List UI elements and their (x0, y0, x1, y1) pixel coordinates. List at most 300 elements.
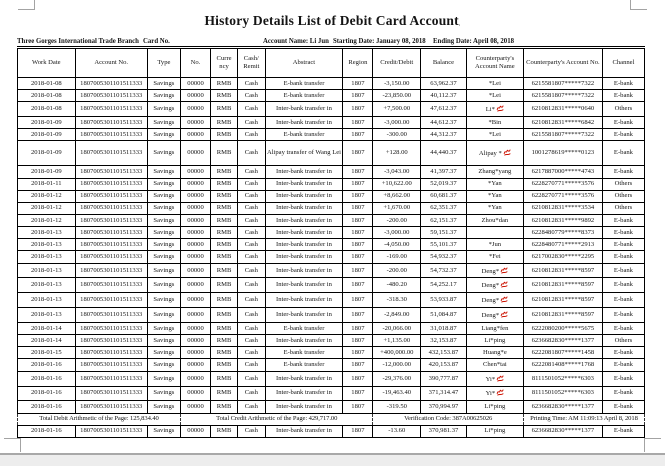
table-row (18, 371, 645, 386)
cell-channel: E-bank (602, 117, 644, 129)
ending-date: Ending Date: April 08, 2018 (433, 38, 515, 45)
page-bottom-edge (0, 453, 665, 466)
cell-work-date: 2018-01-08 (18, 90, 76, 102)
cell-cp-account-no: 6228480779*****8373 (523, 227, 602, 239)
cell-abstract: Inter-bank transfer in (265, 202, 343, 214)
cell-type: Savings (147, 141, 180, 166)
cell-cp-account-no: 6222081408*****1768 (523, 359, 602, 371)
cell-type: Savings (147, 239, 180, 251)
cell-abstract: Inter-bank transfer in (265, 227, 343, 239)
cell-cp-account-no: 6215581807*****7322 (523, 90, 602, 102)
cell-cp-account-name: *Yan (466, 202, 523, 214)
cell-cp-account-no: 6217002830*****2295 (523, 251, 602, 263)
cell-balance: 54,252.17 (421, 278, 467, 293)
cell-account-no: 1807005301101511333 (75, 190, 147, 202)
cell-no: 00000 (180, 347, 210, 359)
cell-channel: E-bank (602, 251, 644, 263)
table-row (18, 308, 645, 323)
cell-cash-remit: Cash (238, 293, 266, 308)
rare-character-red-glyph-icon (503, 148, 511, 156)
cell-cp-account-no: 6210812831*****6842 (523, 117, 602, 129)
cell-credit-debit: -19,463.40 (373, 386, 421, 401)
cell-cp-account-name: Li* (466, 102, 523, 117)
cell-no: 00000 (180, 335, 210, 347)
cell-cp-account-no: 6215581807*****7322 (523, 78, 602, 90)
cell-balance: 62,151.37 (421, 215, 467, 227)
cell-credit-debit: -12,000.00 (373, 359, 421, 371)
cell-balance: 44,440.37 (421, 141, 467, 166)
cell-type: Savings (147, 263, 180, 278)
cell-region: 1807 (343, 308, 373, 323)
cell-account-no: 1807005301101511333 (75, 263, 147, 278)
cell-region: 1807 (343, 102, 373, 117)
cell-region: 1807 (343, 141, 373, 166)
cell-no: 00000 (180, 129, 210, 141)
cell-type: Savings (147, 335, 180, 347)
table-row (18, 102, 645, 117)
cell-channel: E-bank (602, 359, 644, 371)
cell-channel: E-bank (602, 78, 644, 90)
cell-cp-account-name: Deng* (466, 278, 523, 293)
cell-cash-remit: Cash (238, 239, 266, 251)
cell-cp-account-no: 6222081807*****1458 (523, 347, 602, 359)
cell-region: 1807 (343, 359, 373, 371)
cell-balance: 47,612.37 (421, 102, 467, 117)
cell-work-date: 2018-01-16 (18, 425, 76, 437)
cell-work-date: 2018-01-16 (18, 371, 76, 386)
cell-no: 00000 (180, 425, 210, 437)
cell-type: Savings (147, 425, 180, 437)
cell-currency: RMB (211, 335, 238, 347)
cell-cp-account-name: *Fei (466, 251, 523, 263)
cell-type: Savings (147, 90, 180, 102)
cell-region: 1807 (343, 117, 373, 129)
cell-cp-account-name: *Lei (466, 129, 523, 141)
cell-no: 00000 (180, 251, 210, 263)
cell-no: 00000 (180, 386, 210, 401)
cell-abstract: Inter-bank transfer in (265, 251, 343, 263)
table-row (18, 117, 645, 129)
cell-account-no: 1807005301101511333 (75, 102, 147, 117)
cell-cp-account-name: Zhou*dan (466, 215, 523, 227)
cell-cp-account-name (466, 227, 523, 239)
cell-type: Savings (147, 278, 180, 293)
cell-balance: 40,112.37 (421, 90, 467, 102)
cell-cash-remit: Cash (238, 102, 266, 117)
cell-currency: RMB (211, 263, 238, 278)
cell-no: 00000 (180, 102, 210, 117)
cell-region: 1807 (343, 386, 373, 401)
cell-balance: 51,084.87 (421, 308, 467, 323)
page-corner-mark-top-left (18, 0, 35, 10)
cell-region: 1807 (343, 347, 373, 359)
table-row (18, 293, 645, 308)
cell-cash-remit: Cash (238, 166, 266, 178)
cell-no: 00000 (180, 90, 210, 102)
cell-abstract: Inter-bank transfer in (265, 166, 343, 178)
cell-channel: E-bank (602, 278, 644, 293)
cell-cash-remit: Cash (238, 202, 266, 214)
cell-currency: RMB (211, 227, 238, 239)
cell-credit-debit: +128.00 (373, 141, 421, 166)
cell-work-date: 2018-01-09 (18, 129, 76, 141)
cell-account-no: 1807005301101511333 (75, 202, 147, 214)
cell-credit-debit: -23,850.00 (373, 90, 421, 102)
cell-cp-account-name: *Jun (466, 239, 523, 251)
cell-type: Savings (147, 371, 180, 386)
page-title (0, 13, 665, 29)
cell-no: 00000 (180, 78, 210, 90)
cell-account-no: 1807005301101511333 (75, 215, 147, 227)
cell-account-no: 1807005301101511333 (75, 323, 147, 335)
page-totals-row (18, 413, 645, 425)
col-header-abstract: Abstract (265, 49, 343, 78)
cell-work-date: 2018-01-16 (18, 401, 76, 413)
cell-abstract: E-bank transfer (265, 347, 343, 359)
cell-currency: RMB (211, 78, 238, 90)
cell-abstract: E-bank transfer (265, 359, 343, 371)
table-row (18, 227, 645, 239)
table-row (18, 425, 645, 437)
cell-account-no: 1807005301101511333 (75, 117, 147, 129)
cell-work-date: 2018-01-12 (18, 190, 76, 202)
cell-cp-account-no: 6236682830*****1377 (523, 425, 602, 437)
cell-channel: E-bank (602, 347, 644, 359)
cell-cash-remit: Cash (238, 425, 266, 437)
col-header-channel: Channel (602, 49, 644, 78)
cell-region: 1807 (343, 215, 373, 227)
cell-credit-debit: -480.20 (373, 278, 421, 293)
cell-cp-account-name: Deng* (466, 308, 523, 323)
table-row (18, 190, 645, 202)
cell-credit-debit: +400,000.00 (373, 347, 421, 359)
table-row (18, 278, 645, 293)
cell-account-no: 1807005301101511333 (75, 141, 147, 166)
cell-region: 1807 (343, 278, 373, 293)
cell-cash-remit: Cash (238, 190, 266, 202)
cell-cp-account-name: *Yan (466, 178, 523, 190)
starting-date: Starting Date: January 08, 2018 (333, 38, 426, 45)
cell-cp-account-no: 6228270771*****3576 (523, 190, 602, 202)
cell-abstract: Inter-bank transfer in (265, 371, 343, 386)
cell-region: 1807 (343, 190, 373, 202)
cell-work-date: 2018-01-08 (18, 102, 76, 117)
cell-balance: 59,151.37 (421, 227, 467, 239)
cell-no: 00000 (180, 263, 210, 278)
cell-balance: 370,994.97 (421, 401, 467, 413)
cell-region: 1807 (343, 166, 373, 178)
cell-type: Savings (147, 190, 180, 202)
table-row (18, 90, 645, 102)
table-row (18, 129, 645, 141)
cell-account-no: 1807005301101511333 (75, 251, 147, 263)
rare-character-red-glyph-icon (500, 280, 508, 288)
cell-balance: 60,681.37 (421, 190, 467, 202)
cell-cp-account-no: 6215581807*****7322 (523, 129, 602, 141)
cell-channel: E-bank (602, 166, 644, 178)
cell-work-date: 2018-01-14 (18, 323, 76, 335)
cell-cp-account-no: 8111501052*****6303 (523, 386, 602, 401)
cell-currency: RMB (211, 359, 238, 371)
cell-currency: RMB (211, 371, 238, 386)
cell-cp-account-name: Li*ping (466, 401, 523, 413)
cell-currency: RMB (211, 90, 238, 102)
cell-balance: 53,933.87 (421, 293, 467, 308)
cell-type: Savings (147, 323, 180, 335)
cell-channel: E-bank (602, 141, 644, 166)
cell-currency: RMB (211, 117, 238, 129)
cell-balance: 31,018.87 (421, 323, 467, 335)
cell-work-date: 2018-01-13 (18, 293, 76, 308)
cell-balance: 54,732.37 (421, 263, 467, 278)
table-row (18, 166, 645, 178)
cell-cp-account-no: 6210812831*****8597 (523, 278, 602, 293)
cell-cp-account-name: Deng* (466, 293, 523, 308)
cell-currency: RMB (211, 401, 238, 413)
table-row (18, 263, 645, 278)
cell-abstract: Inter-bank transfer in (265, 239, 343, 251)
cell-abstract: Inter-bank transfer in (265, 278, 343, 293)
cell-abstract: Inter-bank transfer in (265, 308, 343, 323)
cell-type: Savings (147, 78, 180, 90)
cell-work-date: 2018-01-09 (18, 117, 76, 129)
cell-account-no: 1807005301101511333 (75, 401, 147, 413)
col-header-balance: Balance (421, 49, 467, 78)
cell-no: 00000 (180, 202, 210, 214)
cell-no: 00000 (180, 117, 210, 129)
cell-currency: RMB (211, 102, 238, 117)
cell-account-no: 1807005301101511333 (75, 359, 147, 371)
account-info-line (17, 34, 645, 47)
cell-type: Savings (147, 401, 180, 413)
cell-cp-account-name: Li*ping (466, 335, 523, 347)
cell-balance: 54,932.37 (421, 251, 467, 263)
cell-balance: 420,153.87 (421, 359, 467, 371)
cell-cp-account-name: Yi* (466, 386, 523, 401)
cell-account-no: 1807005301101511333 (75, 425, 147, 437)
cell-cp-account-name: Yi* (466, 371, 523, 386)
cell-balance: 44,312.37 (421, 129, 467, 141)
cell-cp-account-name: *Yan (466, 190, 523, 202)
cell-no: 00000 (180, 141, 210, 166)
cell-type: Savings (147, 359, 180, 371)
cell-cp-account-no: 1001278619*****0123 (523, 141, 602, 166)
cell-balance: 55,101.37 (421, 239, 467, 251)
table-row (18, 401, 645, 413)
cell-account-no: 1807005301101511333 (75, 347, 147, 359)
cell-region: 1807 (343, 78, 373, 90)
cell-credit-debit: -20,066.00 (373, 323, 421, 335)
cell-account-no: 1807005301101511333 (75, 308, 147, 323)
cell-region: 1807 (343, 293, 373, 308)
cell-currency: RMB (211, 347, 238, 359)
cell-type: Savings (147, 215, 180, 227)
cell-cash-remit: Cash (238, 227, 266, 239)
col-header-cp-account-no: Counterparty's Account No. (523, 49, 602, 78)
cell-work-date: 2018-01-13 (18, 263, 76, 278)
cell-channel: E-bank (602, 263, 644, 278)
cell-channel: Others (602, 202, 644, 214)
cell-credit-debit: +1,670.00 (373, 202, 421, 214)
cell-cp-account-no: 6210812831*****8597 (523, 263, 602, 278)
cell-work-date: 2018-01-13 (18, 251, 76, 263)
cell-cp-account-name: Li*ping (466, 425, 523, 437)
cell-cash-remit: Cash (238, 308, 266, 323)
cell-type: Savings (147, 117, 180, 129)
cell-cp-account-name: Deng* (466, 263, 523, 278)
printing-time-cell: Printing Time: AM 11:09:13 April 8, 2018 (523, 413, 644, 425)
rare-character-red-glyph-icon (500, 266, 508, 274)
table-header (18, 49, 645, 78)
cell-no: 00000 (180, 371, 210, 386)
cell-region: 1807 (343, 90, 373, 102)
table-row (18, 141, 645, 166)
cell-work-date: 2018-01-12 (18, 215, 76, 227)
cell-cash-remit: Cash (238, 347, 266, 359)
cell-type: Savings (147, 386, 180, 401)
cell-work-date: 2018-01-08 (18, 78, 76, 90)
cell-account-no: 1807005301101511333 (75, 78, 147, 90)
cell-type: Savings (147, 166, 180, 178)
cell-credit-debit: -169.00 (373, 251, 421, 263)
cell-channel: E-bank (602, 386, 644, 401)
cell-abstract: Inter-bank transfer in (265, 293, 343, 308)
cell-no: 00000 (180, 178, 210, 190)
cell-cash-remit: Cash (238, 129, 266, 141)
cell-balance: 44,612.37 (421, 117, 467, 129)
cell-no: 00000 (180, 308, 210, 323)
cell-no: 00000 (180, 278, 210, 293)
cell-abstract: Alipay transfer of Wang Lei (265, 141, 343, 166)
cell-currency: RMB (211, 251, 238, 263)
page-corner-mark-bottom-right (644, 438, 661, 452)
cell-cp-account-no: 6210812831*****8597 (523, 293, 602, 308)
cell-cp-account-no: 6222080200*****5675 (523, 323, 602, 335)
cell-credit-debit: -3,043.00 (373, 166, 421, 178)
cell-cash-remit: Cash (238, 335, 266, 347)
cell-currency: RMB (211, 202, 238, 214)
cell-credit-debit: +1,135.00 (373, 335, 421, 347)
cell-currency: RMB (211, 215, 238, 227)
table-row (18, 323, 645, 335)
cell-balance: 63,962.37 (421, 78, 467, 90)
cell-channel: E-bank (602, 227, 644, 239)
cell-no: 00000 (180, 359, 210, 371)
cell-abstract: Inter-bank transfer in (265, 178, 343, 190)
paragraph-mark: , (458, 21, 461, 27)
cell-abstract: Inter-bank transfer in (265, 263, 343, 278)
col-header-account-no: Account No. (75, 49, 147, 78)
cell-cash-remit: Cash (238, 386, 266, 401)
cell-cp-account-no: 6210812831*****8597 (523, 308, 602, 323)
cell-no: 00000 (180, 323, 210, 335)
cell-type: Savings (147, 227, 180, 239)
cell-channel: E-bank (602, 90, 644, 102)
cell-abstract: E-bank transfer (265, 90, 343, 102)
table-header-row (18, 49, 645, 78)
cell-type: Savings (147, 202, 180, 214)
cell-channel: Others (602, 102, 644, 117)
rare-character-red-glyph-icon (496, 388, 504, 396)
cell-cp-account-no: 8111501052*****6303 (523, 371, 602, 386)
col-header-currency: Curre ncy (211, 49, 238, 78)
cell-abstract: Inter-bank transfer in (265, 425, 343, 437)
cell-region: 1807 (343, 178, 373, 190)
cell-work-date: 2018-01-12 (18, 202, 76, 214)
page-corner-mark-top-right (630, 0, 647, 10)
cell-cp-account-no: 6236682830*****1377 (523, 401, 602, 413)
col-header-cash-remit: Cash/ Remit (238, 49, 266, 78)
table-row (18, 215, 645, 227)
cell-cash-remit: Cash (238, 323, 266, 335)
cell-region: 1807 (343, 335, 373, 347)
table-row (18, 251, 645, 263)
cell-currency: RMB (211, 386, 238, 401)
cell-credit-debit: -3,150.00 (373, 78, 421, 90)
account-name: Account Name: Li Jun (263, 38, 329, 45)
cell-cash-remit: Cash (238, 359, 266, 371)
cell-abstract: Inter-bank transfer in (265, 335, 343, 347)
rare-character-red-glyph-icon (496, 104, 504, 112)
table-row (18, 386, 645, 401)
cell-credit-debit: -2,849.00 (373, 308, 421, 323)
cell-work-date: 2018-01-16 (18, 359, 76, 371)
cell-cp-account-name: *Bin (466, 117, 523, 129)
cell-region: 1807 (343, 239, 373, 251)
cell-currency: RMB (211, 129, 238, 141)
cell-no: 00000 (180, 293, 210, 308)
cell-currency: RMB (211, 141, 238, 166)
card-no-label: Card No. (143, 38, 170, 45)
cell-channel: Others (602, 335, 644, 347)
cell-balance: 41,397.37 (421, 166, 467, 178)
cell-account-no: 1807005301101511333 (75, 386, 147, 401)
table-row (18, 335, 645, 347)
cell-credit-debit: +7,500.00 (373, 102, 421, 117)
rare-character-red-glyph-icon (500, 310, 508, 318)
cell-type: Savings (147, 293, 180, 308)
cell-abstract: E-bank transfer (265, 129, 343, 141)
cell-abstract: Inter-bank transfer in (265, 117, 343, 129)
cell-cash-remit: Cash (238, 215, 266, 227)
cell-abstract: Inter-bank transfer in (265, 401, 343, 413)
cell-account-no: 1807005301101511333 (75, 166, 147, 178)
cell-no: 00000 (180, 215, 210, 227)
col-header-work-date: Work Date (18, 49, 76, 78)
table-row (18, 202, 645, 214)
cell-balance: 390,777.87 (421, 371, 467, 386)
cell-cash-remit: Cash (238, 263, 266, 278)
cell-balance: 52,019.37 (421, 178, 467, 190)
total-debit-cell: Total Debit Arithmetic of the Page: 125,834.40 (18, 413, 181, 425)
cell-balance: 432,153.87 (421, 347, 467, 359)
table-row (18, 347, 645, 359)
cell-region: 1807 (343, 202, 373, 214)
cell-abstract: Inter-bank transfer in (265, 386, 343, 401)
cell-abstract: Inter-bank transfer in (265, 190, 343, 202)
cell-cp-account-name: Alipay * (466, 141, 523, 166)
cell-balance: 62,351.37 (421, 202, 467, 214)
cell-currency: RMB (211, 323, 238, 335)
cell-cp-account-no: 6217887000*****4743 (523, 166, 602, 178)
cell-no: 00000 (180, 227, 210, 239)
table-body (18, 78, 645, 438)
table-row (18, 239, 645, 251)
cell-work-date: 2018-01-13 (18, 278, 76, 293)
cell-cp-account-no: 6210812831*****3534 (523, 202, 602, 214)
col-header-type: Type (147, 49, 180, 78)
cell-cash-remit: Cash (238, 251, 266, 263)
